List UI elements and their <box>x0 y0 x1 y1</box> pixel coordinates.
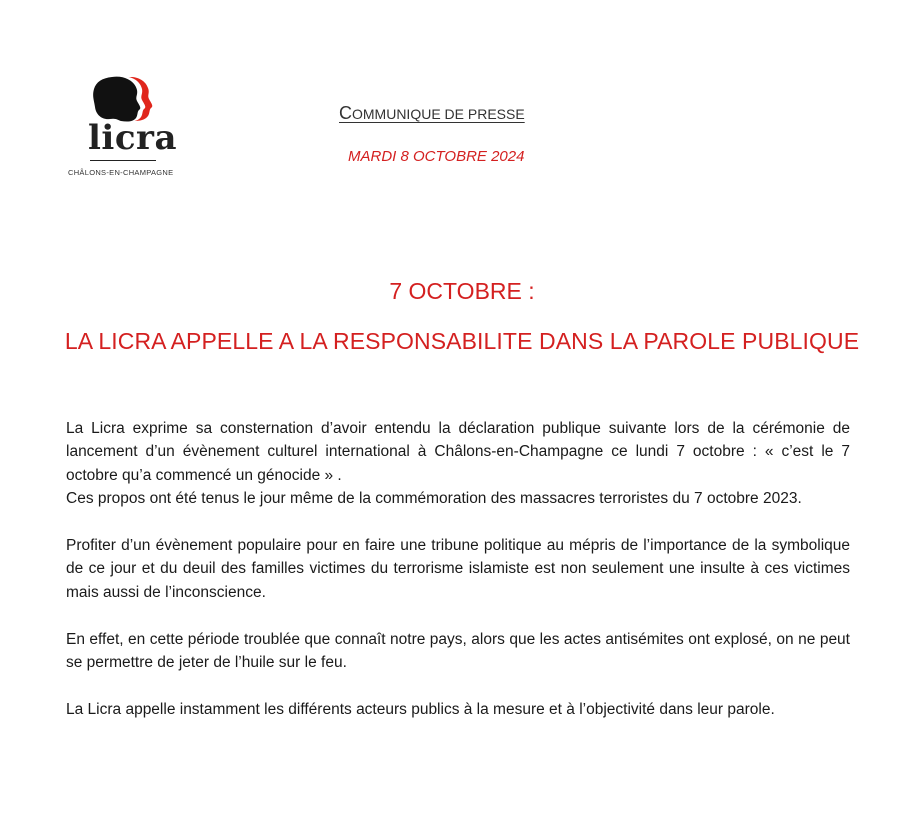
logo-divider <box>90 160 156 161</box>
press-release-body <box>66 417 850 721</box>
press-title-initial: C <box>339 103 352 123</box>
press-title-rest: OMMUNIQUE DE PRESSE <box>352 106 525 122</box>
licra-wordmark: licra <box>88 118 177 158</box>
licra-logo <box>62 76 184 186</box>
press-release-date: MARDI 8 OCTOBRE 2024 <box>348 148 525 165</box>
logo-city-label: CHÂLONS-EN-CHAMPAGNE <box>68 168 174 177</box>
headline-line-1: 7 OCTOBRE : <box>389 278 535 304</box>
dark-profile-shape <box>93 77 140 122</box>
headline-line-2: LA LICRA APPELLE A LA RESPONSABILITE DANS LA PAROLE PUBLIQUE <box>64 328 860 354</box>
press-release-title <box>339 103 525 124</box>
paragraph-1a: La Licra exprime sa consternation d’avoir entendu la déclaration publique suivante lors de la cérémonie de lancement d’un évènement culturel international à Châlons-en-Champagne ce lundi 7 octobre : « c’est le 7 octobre qu’a commencé un génocide » . <box>66 420 850 484</box>
licra-profiles-icon <box>90 76 160 122</box>
paragraph-3: En effet, en cette période troublée que connaît notre pays, alors que les actes antisémites ont explosé, on ne peut se permettre de jeter de l’huile sur le feu. <box>66 630 850 672</box>
paragraph-4: La Licra appelle instamment les différents acteurs publics à la mesure et à l’objectivité dans leur parole. <box>66 700 775 718</box>
paragraph-2: Profiter d’un évènement populaire pour en faire une tribune politique au mépris de l’importance de la symbolique de ce jour et du deuil des familles victimes du terrorisme islamiste est non seulement une insulte à ces victimes mais aussi de l’inconscience. <box>66 537 850 601</box>
paragraph-1b: Ces propos ont été tenus le jour même de la commémoration des massacres terroristes du 7 octobre 2023. <box>66 490 802 508</box>
